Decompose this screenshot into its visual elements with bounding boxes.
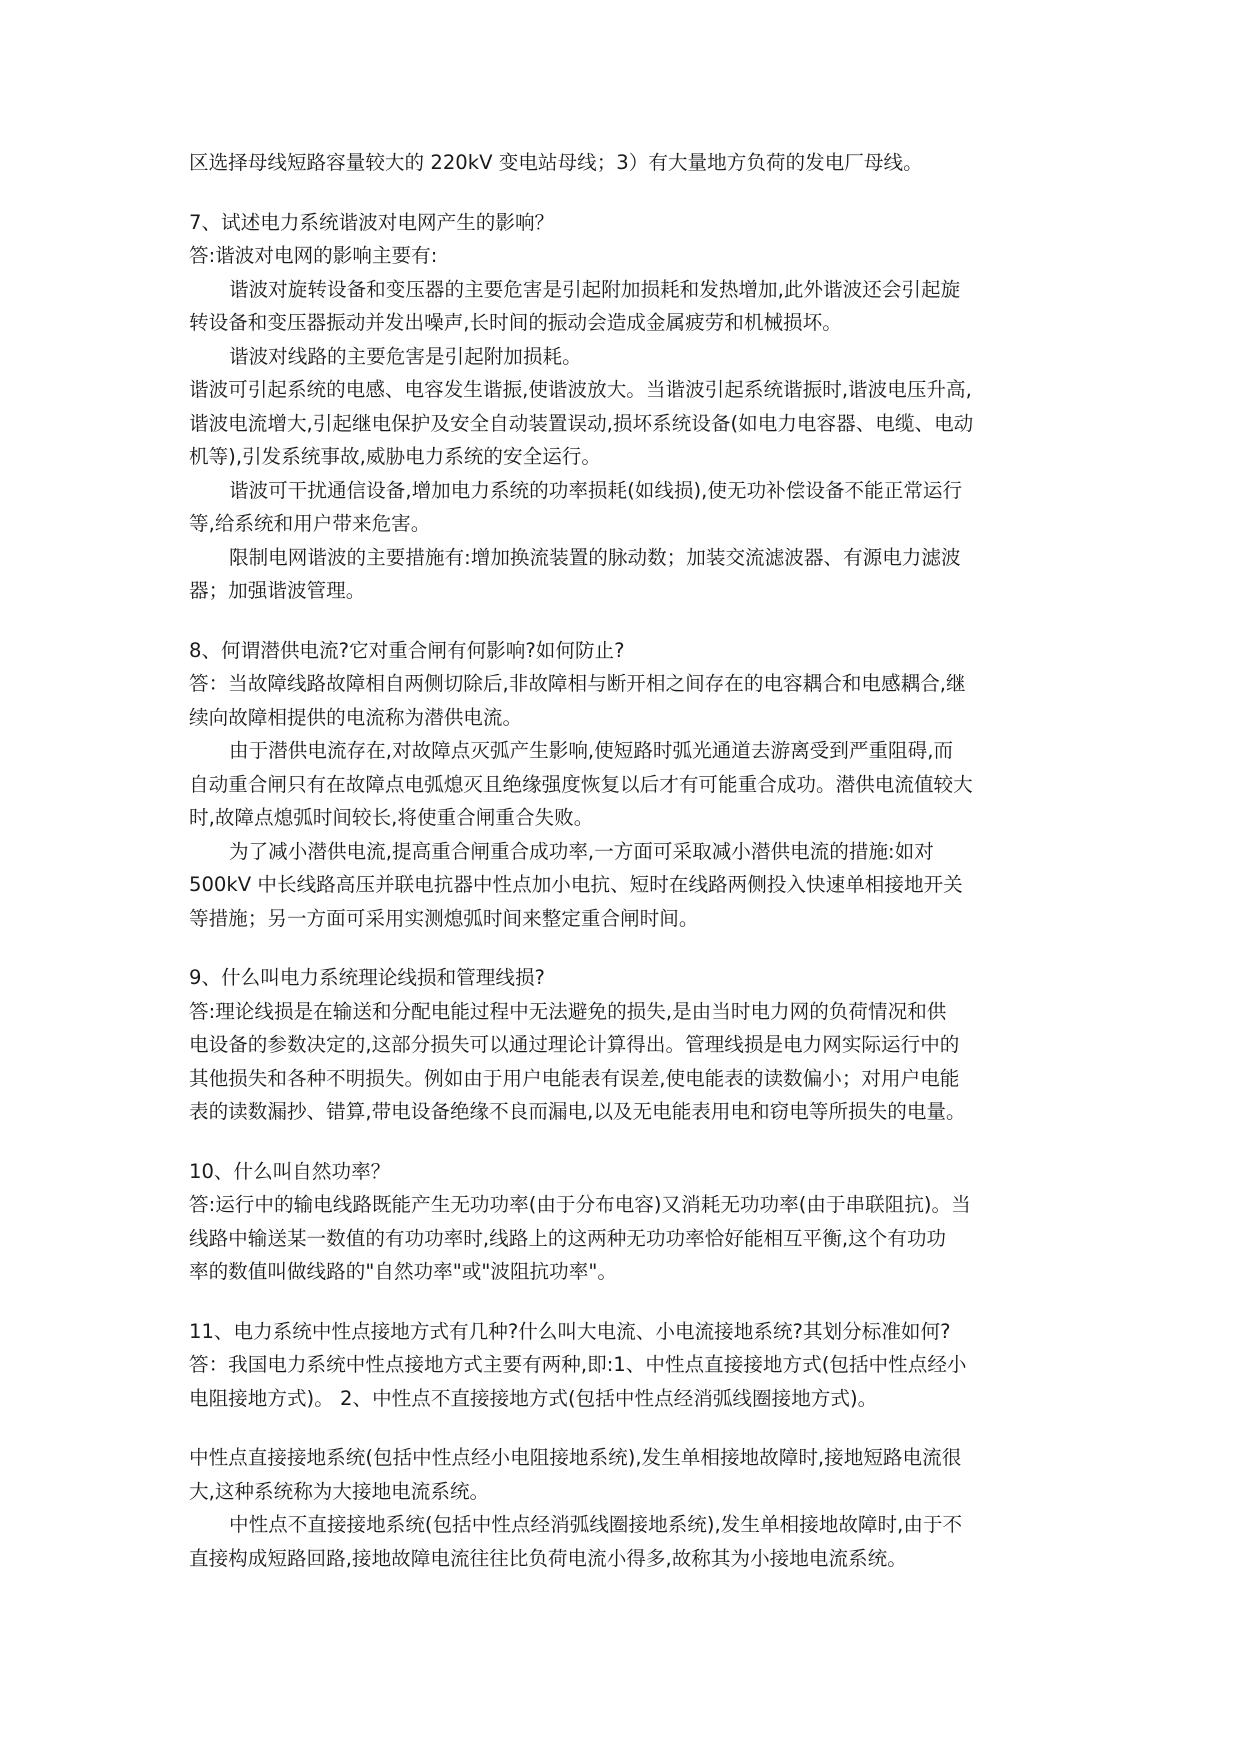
document-page [189, 146, 1057, 1575]
paragraph-line: 直接构成短路回路,接地故障电流往往比负荷电流小得多,故称其为小接地电流系统。 [189, 1546, 907, 1570]
paragraph-line: 时,故障点熄弧时间较长,将使重合闸重合失败。 [189, 806, 594, 829]
paragraph-line: 中性点不直接接地系统(包括中性点经消弧线圈接地系统),发生单相接地故障时,由于不 [229, 1513, 963, 1536]
spacer [189, 608, 1057, 634]
paragraph-line: 大,这种系统称为大接地电流系统。 [189, 1479, 490, 1503]
paragraph-line: 为了减小潜供电流,提高重合闸重合成功率,一方面可采取减小潜供电流的措施:如对 [229, 839, 934, 863]
paragraph-line: 限制电网谐波的主要措施有:增加换流装置的脉动数；加装交流滤波器、有源电力滤波 [229, 545, 961, 569]
paragraph-line: 答:理论线损是在输送和分配电能过程中无法避免的损失,是由当时电力网的负荷情况和供 [189, 999, 947, 1023]
question-11: 11、电力系统中性点接地方式有几种?什么叫大电流、小电流接地系统?其划分标准如何? [189, 1319, 951, 1343]
paragraph-line: 电设备的参数决定的,这部分损失可以通过理论计算得出。管理线损是电力网实际运行中的 [189, 1033, 960, 1056]
paragraph-line: 答：我国电力系统中性点接地方式主要有两种,即:1、中性点直接接地方式(包括中性点经小 [189, 1353, 967, 1376]
spacer [189, 1415, 1057, 1441]
paragraph-line: 谐波可干扰通信设备,增加电力系统的功率损耗(如线损),使无功补偿设备不能正常运行 [229, 478, 963, 502]
question-10: 10、什么叫自然功率？ [189, 1159, 391, 1183]
spacer [189, 180, 1057, 206]
paragraph-line: 答：当故障线路故障相自两侧切除后,非故障相与断开相之间存在的电容耦合和电感耦合,继 [189, 672, 966, 695]
spacer [189, 935, 1057, 961]
paragraph-line: 谐波可引起系统的电感、电容发生谐振,使谐波放大。当谐波引起系统谐振时,谐波电压升高, [189, 378, 972, 401]
paragraph-line: 谐波对旋转设备和变压器的主要危害是引起附加损耗和发热增加,此外谐波还会引起旋 [229, 277, 961, 301]
paragraph-line: 等,给系统和用户带来危害。 [189, 512, 431, 535]
paragraph-line: 等措施；另一方面可采用实测熄弧时间来整定重合闸时间。 [189, 906, 699, 930]
answer-7-lead: 答:谐波对电网的影响主要有: [189, 244, 438, 267]
paragraph-line: 率的数值叫做线路的"自然功率"或"波阻抗功率"。 [189, 1260, 617, 1283]
paragraph-line: 自动重合闸只有在故障点电弧熄灭且绝缘强度恢复以后才有可能重合成功。潜供电流值较大 [189, 772, 973, 796]
paragraph-line: 转设备和变压器振动并发出噪声,长时间的振动会造成金属疲劳和机械损坏。 [189, 311, 842, 334]
question-7: 7、试述电力系统谐波对电网产生的影响？ [189, 210, 555, 234]
paragraph-line: 电阻接地方式)。 2、中性点不直接接地方式(包括中性点经消弧线圈接地方式)。 [189, 1386, 878, 1410]
paragraph-line: 其他损失和各种不明损失。例如由于用户电能表有误差,使电能表的读数偏小；对用户电能 [189, 1066, 960, 1090]
paragraph-line: 线路中输送某一数值的有功功率时,线路上的这两种无功功率恰好能相互平衡,这个有功功 [189, 1226, 947, 1250]
paragraph-line: 答:运行中的输电线路既能产生无功功率(由于分布电容)又消耗无功功率(由于串联阻抗)。当 [189, 1193, 971, 1216]
paragraph-line: 区选择母线短路容量较大的 220kV 变电站母线；3）有大量地方负荷的发电厂母线。 [189, 151, 923, 174]
spacer [189, 1289, 1057, 1315]
question-8: 8、何谓潜供电流?它对重合闸有何影响?如何防止? [189, 638, 625, 662]
paragraph-line: 器；加强谐波管理。 [189, 579, 366, 602]
paragraph-line: 表的读数漏抄、错算,带电设备绝缘不良而漏电,以及无电能表用电和窃电等所损失的电量。 [189, 1100, 966, 1123]
spacer [189, 1129, 1057, 1155]
paragraph-line: 由于潜供电流存在,对故障点灭弧产生影响,使短路时弧光通道去游离受到严重阻碍,而 [229, 739, 954, 762]
paragraph-line: 中性点直接接地系统(包括中性点经小电阻接地系统),发生单相接地故障时,接地短路电流很 [189, 1446, 962, 1469]
paragraph-line: 谐波对线路的主要危害是引起附加损耗。 [229, 344, 582, 368]
paragraph-line: 续向故障相提供的电流称为潜供电流。 [189, 705, 523, 729]
question-9: 9、什么叫电力系统理论线损和管理线损? [189, 966, 545, 989]
paragraph-line: 500kV 中长线路高压并联电抗器中性点加小电抗、短时在线路两侧投入快速单相接地开关 [189, 873, 963, 896]
paragraph-line: 机等),引发系统事故,威胁电力系统的安全运行。 [189, 445, 601, 468]
paragraph-line: 谐波电流增大,引起继电保护及安全自动装置误动,损坏系统设备(如电力电容器、电缆、电动 [189, 411, 974, 435]
